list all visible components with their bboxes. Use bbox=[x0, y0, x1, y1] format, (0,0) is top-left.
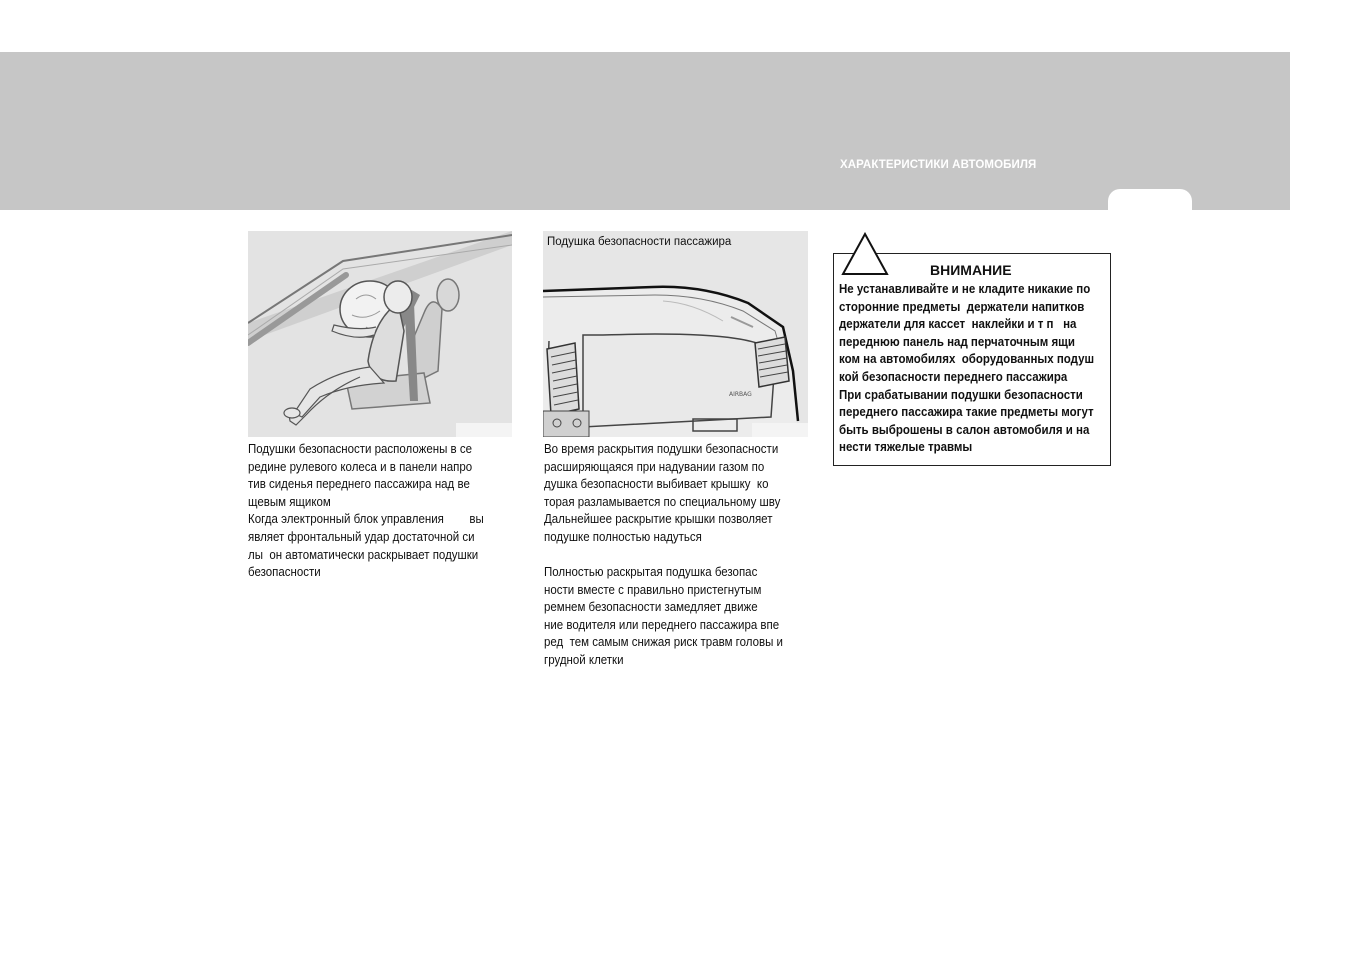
header-band bbox=[0, 52, 1290, 210]
text-line: безопасности bbox=[248, 565, 321, 580]
text-line: щевым ящиком bbox=[248, 494, 331, 509]
text-line: При срабатывании подушки безопасности bbox=[839, 387, 1083, 402]
text-line: являет фронтальный удар достаточной си bbox=[248, 529, 475, 544]
text-line: лы он автоматически раскрывает подушки bbox=[248, 547, 479, 562]
text-line: Полностью раскрытая подушка безопас bbox=[544, 565, 758, 579]
airbag-effect-text bbox=[544, 564, 808, 670]
text-line: редине рулевого колеса и в панели напро bbox=[248, 459, 473, 474]
text-line: Когда электронный блок управления вы bbox=[248, 512, 484, 527]
airbag-deployment-text bbox=[544, 441, 808, 547]
text-line: тив сиденья переднего пассажира над ве bbox=[248, 477, 470, 492]
section-title: ХАРАКТЕРИСТИКИ АВТОМОБИЛЯ bbox=[840, 159, 1037, 171]
text-line: ности вместе с правильно пристегнутым bbox=[544, 582, 762, 597]
driver-airbag-illustration bbox=[248, 231, 512, 437]
text-line: быть выброшены в салон автомобиля и на bbox=[839, 422, 1090, 437]
text-line: ком на автомобилях оборудованных подуш bbox=[839, 352, 1095, 367]
text-line: переднюю панель над перчаточным ящи bbox=[839, 334, 1075, 349]
driver-airbag-drawing bbox=[248, 231, 512, 437]
text-line: Дальнейшее раскрытие крышки позволяет bbox=[544, 512, 773, 527]
text-line: душка безопасности выбивает крышку ко bbox=[544, 477, 769, 492]
text-line: торая разламывается по специальному шву bbox=[544, 494, 781, 509]
text-line: держатели для кассет наклейки и т п на bbox=[839, 317, 1077, 332]
text-line: подушке полностью надуться bbox=[544, 529, 702, 544]
warning-title: ВНИМАНИЕ bbox=[930, 262, 1012, 278]
text-line: переднего пассажира такие предметы могут bbox=[839, 405, 1094, 420]
text-line: кой безопасности переднего пассажира bbox=[839, 369, 1068, 384]
airbag-location-text bbox=[248, 441, 512, 582]
warning-box bbox=[833, 253, 1111, 466]
warning-text bbox=[839, 281, 1108, 457]
text-line: нести тяжелые травмы bbox=[839, 440, 973, 455]
text-line: Подушки безопасности расположены в се bbox=[248, 442, 473, 456]
figure-caption: Подушка безопасности пассажира bbox=[547, 236, 732, 248]
airbag-label: AIRBAG bbox=[729, 391, 752, 398]
text-line: ред тем самым снижая риск травм головы и bbox=[544, 635, 783, 650]
text-line: ремнем безопасности замедляет движе bbox=[544, 600, 758, 615]
text-line: расширяющаяся при надувании газом по bbox=[544, 459, 765, 474]
text-line: грудной клетки bbox=[544, 652, 624, 667]
passenger-airbag-illustration bbox=[543, 231, 808, 437]
text-line: ние водителя или переднего пассажира впе bbox=[544, 617, 780, 632]
text-line: сторонние предметы держатели напитков bbox=[839, 299, 1085, 314]
page-number-tab bbox=[1108, 189, 1192, 213]
warning-triangle-icon bbox=[840, 232, 890, 278]
text-line: Во время раскрытия подушки безопасности bbox=[544, 442, 779, 456]
dashboard-drawing bbox=[543, 231, 808, 437]
text-line: Не устанавливайте и не кладите никакие по bbox=[839, 282, 1091, 296]
